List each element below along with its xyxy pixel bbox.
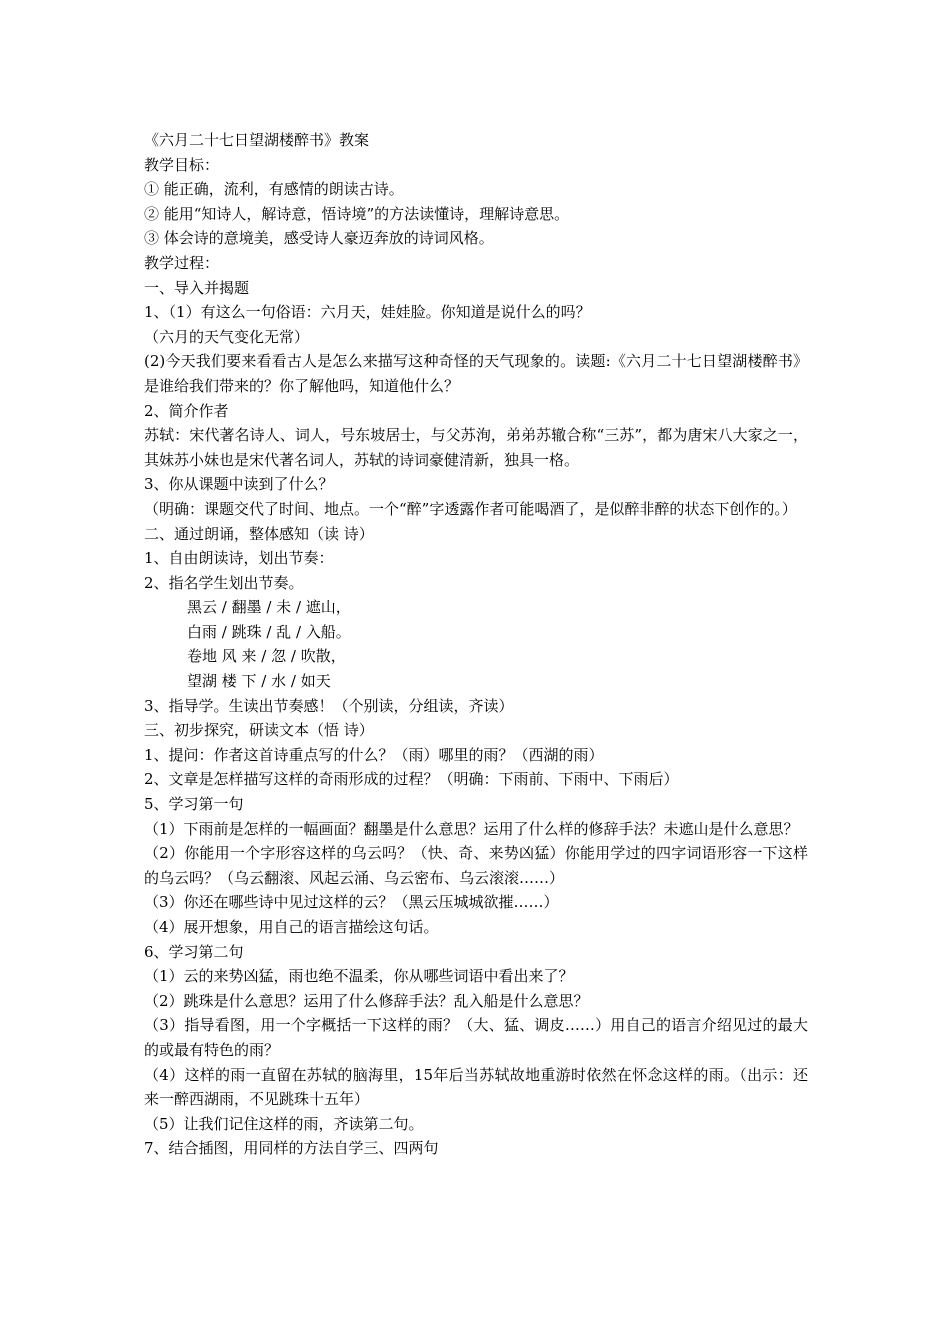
paragraph: （3）你还在哪些诗中见过这样的云？（黑云压城城欲摧……） [144,893,559,912]
step-heading: 7、结合插图，用同样的方法自学三、四两句 [144,1139,439,1158]
objective-item: ③ 体会诗的意境美，感受诗人豪迈奔放的诗词风格。 [144,229,494,248]
paragraph: （明确：课题交代了时间、地点。一个“醉”字透露作者可能喝酒了，是似醉非醉的状态下创作的。） [144,499,797,518]
document-title: 《六月二十七日望湖楼醉书》教案 [144,131,370,149]
paragraph: (2)今天我们要来看看古人是怎么来描写这种奇怪的天气现象的。读题:《六月二十七日望湖楼醉书》是谁给我们带来的？你了解他吗，知道他什么？ [144,352,808,395]
objective-item: ① 能正确，流利，有感情的朗读古诗。 [144,180,404,199]
author-intro: 苏轼：宋代著名诗人、词人，号东坡居士，与父苏洵，弟弟苏辙合称“三苏”，都为唐宋八大家之一，其妹苏小妹也是宋代著名词人，苏轼的诗词豪健清新，独具一格。 [144,426,808,469]
paragraph: 1、提问：作者这首诗重点写的什么？（雨）哪里的雨？（西湖的雨） [144,745,604,764]
step-heading: 2、指名学生划出节奏。 [144,573,304,592]
step-heading: 3、你从课题中读到了什么？ [144,475,334,494]
part-heading: 三、初步探究，研读文本（悟 诗） [144,721,374,740]
paragraph: 1、（1）有这么一句俗语：六月天，娃娃脸。你知道是说什么的吗？ [144,303,591,322]
paragraph: 2、文章是怎样描写这样的奇雨形成的过程？（明确：下雨前、下雨中、下雨后） [144,770,679,789]
paragraph: （4）展开想象，用自己的语言描绘这句话。 [144,918,439,936]
paragraph: （1）云的来势凶猛，雨也绝不温柔，你从哪些词语中看出来了？ [144,967,574,986]
step-heading: 1、自由朗读诗，划出节奏： [144,549,334,568]
paragraph: （3）指导看图，用一个字概括一下这样的雨？（大、猛、调皮……）用自己的语言介绍见过的最大的或最有特色的雨？ [144,1016,808,1059]
objective-item: ② 能用“知诗人，解诗意，悟诗境”的方法读懂诗，理解诗意思。 [144,204,570,223]
paragraph: （六月的天气变化无常） [144,327,310,346]
step-heading: 5、学习第一句 [144,795,244,814]
part-heading: 一、导入并揭题 [144,278,250,297]
step-heading: 3、指导学。生读出节奏感！（个别读，分组读，齐读） [144,696,514,715]
paragraph: （2）跳珠是什么意思？运用了什么修辞手法？乱入船是什么意思？ [144,991,589,1010]
step-heading: 6、学习第二句 [144,942,244,961]
paragraph: （1）下雨前是怎样的一幅画面？翻墨是什么意思？运用了什么样的修辞手法？未遮山是什么意思？ [144,819,799,838]
poem-line: 望湖 楼 下 / 水 / 如天 [187,672,331,691]
section-heading: 教学目标： [144,155,220,174]
paragraph: （4）这样的雨一直留在苏轼的脑海里，15年后当苏轼故地重游时依然在怀念这样的雨。（出示：还来一醉西湖雨，不见跳珠十五年） [144,1065,808,1109]
paragraph: （5）让我们记住这样的雨，齐读第二句。 [144,1114,424,1133]
step-heading: 2、简介作者 [144,401,229,420]
document-body [144,128,808,1161]
part-heading: 二、通过朗诵，整体感知（读 诗） [144,524,374,543]
paragraph: （2）你能用一个字形容这样的乌云吗？（快、奇、来势凶猛）你能用学过的四字词语形容一下这样的乌云吗？（乌云翻滚、风起云涌、乌云密布、乌云滚滚……） [144,844,808,887]
poem-line: 卷地 风 来 / 忽 / 吹散， [187,647,346,666]
poem-line: 黑云 / 翻墨 / 未 / 遮山， [187,598,351,617]
poem-line: 白雨 / 跳珠 / 乱 / 入船。 [187,622,351,641]
section-heading: 教学过程： [144,253,220,272]
